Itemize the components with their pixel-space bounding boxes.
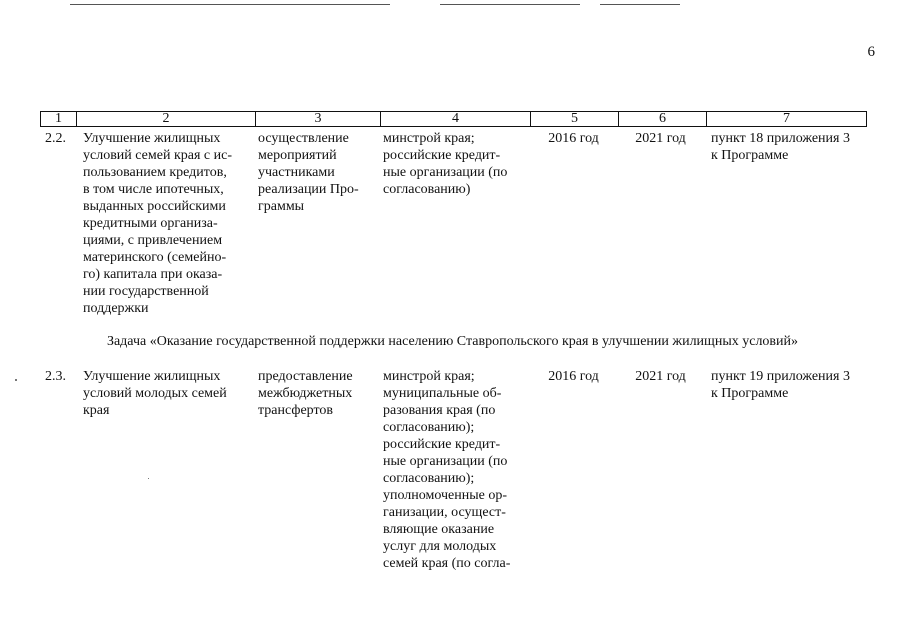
text-line: осуществление xyxy=(258,131,349,146)
text-line: ные организации (по xyxy=(383,454,508,469)
table-header-row xyxy=(40,111,867,127)
start-year: 2016 год xyxy=(548,369,599,384)
text-line: пункт 19 приложения 3 xyxy=(711,369,850,384)
page-number: 6 xyxy=(867,44,875,60)
text-line: го) капитала при оказа- xyxy=(83,267,223,282)
measure-method xyxy=(258,368,378,419)
header-cell: 2 xyxy=(162,111,170,126)
header-cell: 1 xyxy=(55,111,62,126)
text-line: согласованию); xyxy=(383,420,475,435)
text-line: нии государственной xyxy=(83,284,209,299)
text-line: ганизации, осущест- xyxy=(383,505,506,520)
text-line: поддержки xyxy=(83,301,149,316)
text-line: к Программе xyxy=(711,148,789,163)
measure-name xyxy=(83,368,248,419)
scan-edge-line xyxy=(440,4,580,5)
header-cell: 4 xyxy=(452,111,459,126)
end-year: 2021 год xyxy=(635,369,686,384)
header-cell: 7 xyxy=(783,111,790,126)
text-line: граммы xyxy=(258,199,305,214)
scan-edge-line xyxy=(70,4,390,5)
text-line: пользованием кредитов, xyxy=(83,165,227,180)
header-cell: 3 xyxy=(314,111,322,126)
text-line: согласованию) xyxy=(383,182,471,197)
text-line: услуг для молодых xyxy=(383,539,497,554)
measure-executor xyxy=(383,130,529,198)
scan-speck xyxy=(148,478,149,479)
measure-name xyxy=(83,130,248,317)
row-number: 2.3. xyxy=(45,369,66,384)
text-line: условий молодых семей xyxy=(83,386,227,401)
text-line: пункт 18 приложения 3 xyxy=(711,131,850,146)
scan-speck xyxy=(15,379,17,381)
text-line: Улучшение жилищных xyxy=(83,131,221,146)
text-line: предоставление xyxy=(258,369,353,384)
text-line: мероприятий xyxy=(258,148,337,163)
text-line: кредитными организа- xyxy=(83,216,218,231)
text-line: к Программе xyxy=(711,386,789,401)
text-line: вляющие оказание xyxy=(383,522,495,537)
text-line: уполномоченные ор- xyxy=(383,488,508,503)
text-line: материнского (семейно- xyxy=(83,250,227,265)
text-line: разования края (по xyxy=(383,403,496,418)
text-line: края xyxy=(83,403,110,418)
text-line: ные организации (по xyxy=(383,165,508,180)
text-line: Улучшение жилищных xyxy=(83,369,221,384)
measure-executor xyxy=(383,368,529,572)
text-line: выданных российскими xyxy=(83,199,226,214)
row-number: 2.2. xyxy=(45,131,66,146)
text-line: реализации Про- xyxy=(258,182,359,197)
text-line: семей края (по согла- xyxy=(383,556,511,571)
text-line: условий семей края с ис- xyxy=(83,148,232,163)
text-line: согласованию); xyxy=(383,471,475,486)
indicator-reference xyxy=(711,130,871,164)
text-line: участниками xyxy=(258,165,335,180)
header-cell: 6 xyxy=(659,111,666,126)
text-line: минстрой края; xyxy=(383,131,475,146)
text-line: минстрой края; xyxy=(383,369,475,384)
indicator-reference xyxy=(711,368,871,402)
text-line: трансфертов xyxy=(258,403,334,418)
measure-method xyxy=(258,130,378,215)
text-line: в том числе ипотечных, xyxy=(83,182,224,197)
text-line: российские кредит- xyxy=(383,148,501,163)
text-line: российские кредит- xyxy=(383,437,501,452)
start-year: 2016 год xyxy=(548,131,599,146)
text-line: межбюджетных xyxy=(258,386,353,401)
header-cell: 5 xyxy=(571,111,578,126)
end-year: 2021 год xyxy=(635,131,686,146)
scan-edge-line xyxy=(600,4,680,5)
text-line: муниципальные об- xyxy=(383,386,502,401)
text-line: циями, с привлечением xyxy=(83,233,223,248)
task-heading: Задача «Оказание государственной поддержки населению Ставропольского края в улучшении жилищных условий» xyxy=(106,334,799,349)
